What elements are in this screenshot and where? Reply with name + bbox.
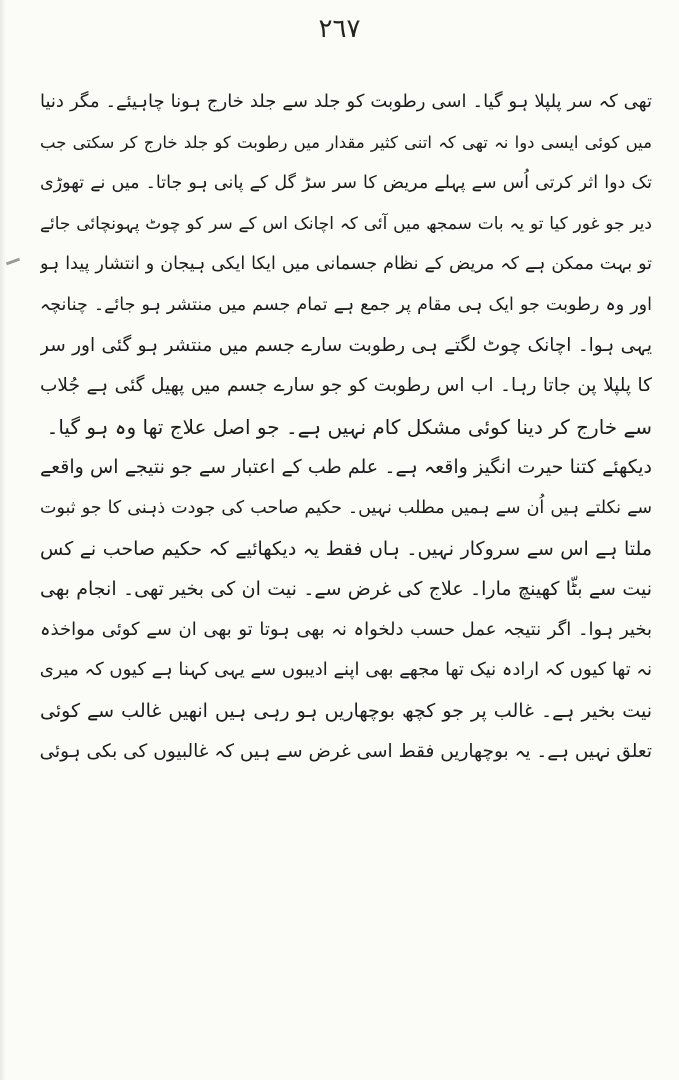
text-line: نہ تھا کیوں کہ ارادہ نیک تھا مجھے بھی اپنے ادیبوں سے یہی کہنا ہے کیوں کہ میری <box>40 659 652 681</box>
text-line: دیکھئے کتنا حیرت انگیز واقعہ ہے۔ علم طب کے اعتبار سے جو نتیجے اس واقعے <box>40 456 652 479</box>
text-line: سے خارج کر دینا کوئی مشکل کام نہیں ہے۔ جو اصل علاج تھا وہ ہو گیا۔ <box>46 414 652 439</box>
text-line: یہی ہوا۔ اچانک چوٹ لگتے ہی رطوبت سارے جسم میں منتشر ہو گئی اور سر <box>40 334 652 356</box>
text-line: دیر جو غور کیا تو یہ بات سمجھ میں آئی کہ اچانک اس کے سر کو چوٹ پہونچائی جائے <box>40 213 652 234</box>
text-line: نیت سے بٹّا کھینچ مارا۔ علاج کی غرض سے۔ نیت ان کی بخیر تھی۔ انجام بھی <box>40 578 652 601</box>
text-line: کا پلپلا پن جاتا رہا۔ اب اس رطوبت کو جو سارے جسم میں پھیل گئی ہے جُلاب <box>40 375 652 397</box>
page-edge-shadow <box>0 0 6 1080</box>
text-line: سے نکلتے ہیں اُن سے ہمیں مطلب نہیں۔ حکیم صاحب کی جودت ذہنی کا جو ثبوت <box>40 497 652 518</box>
text-line: بخیر ہوا۔ اگر نتیجہ عمل حسب دلخواہ نہ بھی ہوتا تو بھی ان سے کوئی مواخذہ <box>40 618 652 640</box>
text-line: تھی کہ سر پلپلا ہو گیا۔ اسی رطوبت کو جلد سے جلد خارج ہونا چاہیئے۔ مگر دنیا <box>40 91 652 112</box>
text-line: نیت بخیر ہے۔ غالب پر جو کچھ بوچھاریں ہو رہی ہیں انھیں غالب سے کوئی <box>40 699 652 722</box>
text-line: تک دوا اثر کرتی اُس سے پہلے مریض کا سر سڑ گل کے پانی ہو جاتا۔ میں نے تھوڑی <box>40 173 652 194</box>
margin-mark <box>6 258 20 266</box>
text-line: تو بہت ممکن ہے کہ مریض کے نظام جسمانی میں ایکا ایکی ہیجان و انتشار پیدا ہو <box>40 254 652 275</box>
text-line: ملتا ہے اس سے سروکار نہیں۔ ہاں فقط یہ دیکھائیے کہ حکیم صاحب نے کس <box>40 537 652 560</box>
body-text <box>40 82 652 772</box>
text-line: اور وہ رطوبت جو ایک ہی مقام پر جمع ہے تمام جسم میں منتشر ہو جائے۔ چنانچہ <box>40 294 652 315</box>
text-line: میں کوئی ایسی دوا نہ تھی کہ اتنی کثیر مقدار میں رطوبت کو جلد خارج کر سکتی جب <box>40 132 652 152</box>
text-line: تعلق نہیں ہے۔ یہ بوچھاریں فقط اسی غرض سے ہیں کہ غالبیوں کی بکی ہوئی <box>40 740 652 762</box>
page-number: ٢٦٧ <box>318 14 361 44</box>
